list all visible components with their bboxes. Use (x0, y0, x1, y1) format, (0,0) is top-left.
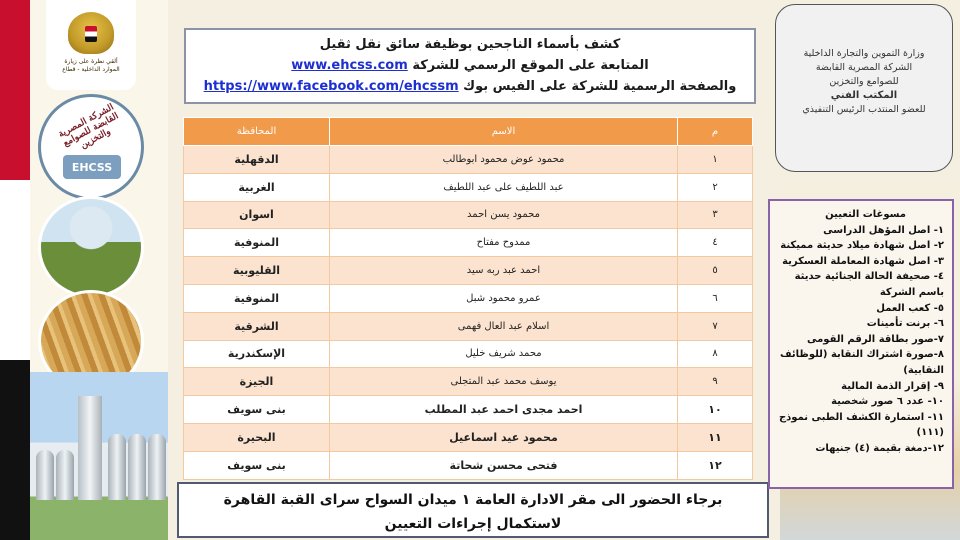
candidate-governorate: الغربية (184, 173, 330, 201)
irrigation-field-photo (38, 196, 144, 298)
requirement-item: ٩- إقرار الذمة المالية (841, 380, 944, 392)
requirement-item: ٧-صور بطاقة الرقم القومى (806, 333, 944, 345)
candidate-name: اسلام عبد العال فهمى (330, 312, 678, 340)
header-website-text: المتابعة على الموقع الرسمي للشركة (412, 58, 649, 73)
candidate-governorate: بنى سويف (184, 396, 330, 424)
column-header-name: الاسم (330, 118, 678, 146)
header-facebook-text: والصفحة الرسمية للشركة على الفيس بوك (463, 79, 737, 94)
candidate-name: ممدوح مفتاح (330, 229, 678, 257)
candidate-governorate: اسوان (184, 201, 330, 229)
table-row (184, 368, 753, 396)
requirement-item: ٥- كعب العمل (876, 302, 944, 314)
requirement-item: النقابية) (903, 364, 944, 376)
ministry-line-2: الشركة المصرية القابضة (815, 62, 913, 73)
table-row (184, 146, 753, 174)
row-number: ١٢ (678, 451, 753, 479)
table-row (184, 284, 753, 312)
ministry-line-1: وزارة التموين والتجارة الداخلية (803, 48, 925, 59)
ministry-line-3: للصوامع والتخزين (829, 76, 899, 87)
requirements-title: مسوغات التعيين (825, 209, 906, 220)
flag-white-band (0, 180, 30, 360)
requirement-item: ٨-صورة اشتراك النقابة (للوظائف (779, 349, 944, 361)
candidate-governorate: القليوبية (184, 257, 330, 285)
table-row (184, 173, 753, 201)
ministry-line-4: المكتب الفني (830, 90, 898, 101)
column-header-number: م (678, 118, 753, 146)
silo-shape (108, 434, 126, 500)
candidate-governorate: الشرقية (184, 312, 330, 340)
requirement-item: باسم الشركة (879, 286, 944, 298)
attendance-notice-banner (177, 482, 769, 538)
candidate-governorate: الإسكندرية (184, 340, 330, 368)
company-logo-badge: EHCSS (63, 155, 121, 179)
requirement-item: ١- اصل المؤهل الدراسى (823, 224, 944, 236)
requirement-item: ٦- برنت تأمينات (866, 318, 944, 330)
table-row (184, 340, 753, 368)
company-logo (38, 94, 144, 200)
row-number: ٣ (678, 201, 753, 229)
column-header-governorate: المحافظة (184, 118, 330, 146)
silo-shape (56, 450, 74, 500)
silo-shape (148, 434, 166, 500)
requirement-item: ١٢-دمغة بقيمة (٤) جنيهات (815, 442, 944, 454)
candidate-name: احمد عبد ربه سيد (330, 257, 678, 285)
coat-of-arms-logo (46, 0, 136, 90)
candidate-name: محمود يسن احمد (330, 201, 678, 229)
candidate-governorate: بنى سويف (184, 451, 330, 479)
ministry-info-box (775, 4, 953, 172)
attendance-notice-line-1: برجاء الحضور الى مقر الادارة العامة ١ ميدان السواح سراى القبة القاهرة (223, 492, 723, 508)
row-number: ٥ (678, 257, 753, 285)
candidate-name: عمرو محمود شبل (330, 284, 678, 312)
candidate-name: محمود عيد اسماعيل (330, 423, 678, 451)
candidate-governorate: البحيرة (184, 423, 330, 451)
grain-silos-photo (30, 372, 168, 540)
table-row (184, 396, 753, 424)
row-number: ٨ (678, 340, 753, 368)
attendance-notice-line-2: لاستكمال إجراءات التعيين (384, 516, 562, 532)
flag-black-band (0, 360, 30, 540)
eagle-emblem-icon (68, 12, 114, 54)
header-facebook-line (186, 76, 754, 97)
flag-red-band (0, 0, 30, 180)
table-row (184, 257, 753, 285)
row-number: ٤ (678, 229, 753, 257)
row-number: ١١ (678, 423, 753, 451)
facebook-link[interactable]: https://www.facebook.com/ehcssm (203, 79, 459, 94)
header-title: كشف بأسماء الناجحين بوظيفة سائق نقل ثقيل (319, 37, 621, 52)
requirement-item: ٢- اصل شهادة ميلاد حديثة مميكنة (780, 240, 944, 252)
successful-candidates-table (183, 117, 752, 477)
company-logo-text: الشركة المصرية القابضة للصوامع والتخزين (57, 102, 121, 151)
announcement-header (184, 28, 756, 104)
candidate-governorate: الدقهلية (184, 146, 330, 174)
candidates-table (183, 117, 753, 480)
row-number: ٩ (678, 368, 753, 396)
row-number: ٦ (678, 284, 753, 312)
row-number: ٧ (678, 312, 753, 340)
candidate-name: احمد مجدى احمد عبد المطلب (330, 396, 678, 424)
website-link[interactable]: www.ehcss.com (291, 58, 408, 73)
candidate-governorate: المنوفية (184, 229, 330, 257)
candidate-name: عبد اللطيف على عبد اللطيف (330, 173, 678, 201)
table-row (184, 229, 753, 257)
candidate-governorate: الجيزة (184, 368, 330, 396)
table-header-row (184, 118, 753, 146)
egypt-flag-strip (0, 0, 30, 540)
table-row (184, 423, 753, 451)
requirement-item: ٤- صحيفة الحالة الجنائية حديثة (794, 271, 944, 283)
table-row (184, 312, 753, 340)
table-row (184, 451, 753, 479)
candidate-name: فتحى محسن شحاتة (330, 451, 678, 479)
silo-tower-shape (78, 396, 102, 500)
candidate-governorate: المنوفية (184, 284, 330, 312)
row-number: ٢ (678, 173, 753, 201)
ministry-line-5: للعضو المنتدب الرئيس التنفيذي (802, 104, 926, 115)
candidate-name: محمد شريف خليل (330, 340, 678, 368)
appointment-requirements-box (768, 199, 954, 489)
requirement-item: ١١- استمارة الكشف الطبى نموذج (778, 411, 944, 423)
row-number: ١٠ (678, 396, 753, 424)
requirement-item: ٣- اصل شهادة المعاملة العسكرية (782, 255, 944, 267)
candidate-name: يوسف محمد عبد المتجلى (330, 368, 678, 396)
silo-shape (36, 450, 54, 500)
requirement-item: ١٠- عدد ٦ صور شخصية (831, 396, 944, 408)
row-number: ١ (678, 146, 753, 174)
header-website-line (186, 55, 754, 76)
candidate-name: محمود عوض محمود ابوطالب (330, 146, 678, 174)
table-row (184, 201, 753, 229)
emblem-caption-line-1: ألقي نظرة على زيارة (64, 58, 118, 65)
emblem-caption (49, 58, 133, 74)
silo-shape (128, 434, 146, 500)
emblem-caption-line-2: الموارد الداخلية - قطاع (62, 66, 120, 73)
requirement-item: (١١١) (916, 427, 944, 439)
